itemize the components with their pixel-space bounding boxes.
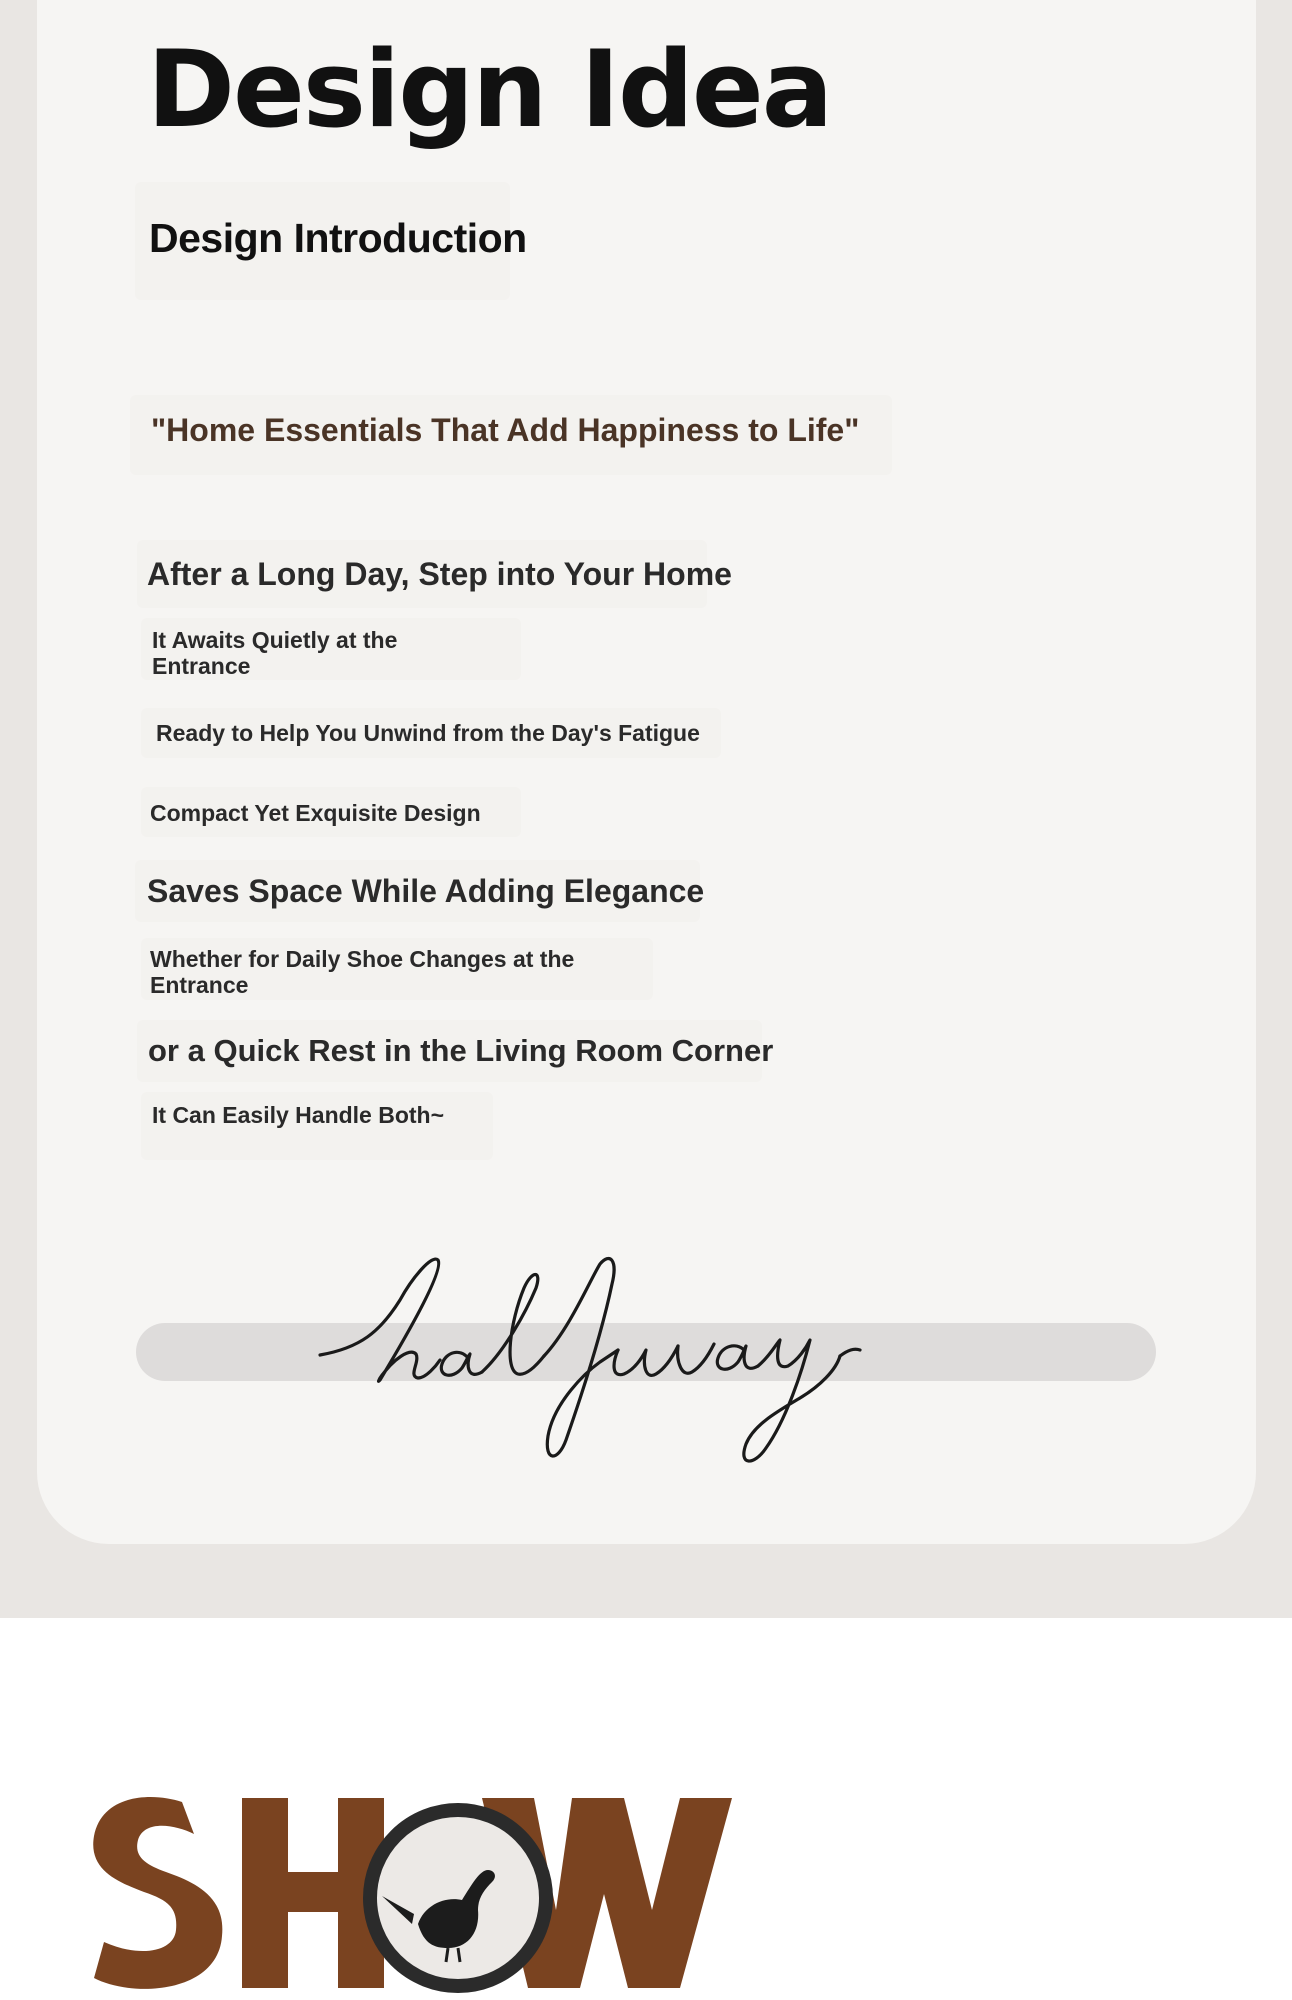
headline: Design Idea: [147, 28, 832, 151]
line-shoes: Whether for Daily Shoe Changes at the Entrance: [150, 946, 575, 998]
line-awaits: It Awaits Quietly at the Entrance: [152, 627, 398, 679]
section-title: Design Introduction: [149, 215, 527, 261]
line-saves: Saves Space While Adding Elegance: [147, 873, 705, 909]
line-unwind: Ready to Help You Unwind from the Day's Fatigue: [156, 720, 700, 746]
brand-logo: [82, 1790, 762, 1995]
line-compact: Compact Yet Exquisite Design: [150, 800, 481, 826]
tagline-quote: "Home Essentials That Add Happiness to Life": [151, 412, 860, 448]
signature-logo: [300, 1240, 940, 1470]
line-handle: It Can Easily Handle Both~: [152, 1102, 445, 1128]
line-step-home: After a Long Day, Step into Your Home: [147, 556, 732, 592]
line-rest: or a Quick Rest in the Living Room Corner: [148, 1033, 774, 1068]
brand-o-ring: [370, 1810, 546, 1986]
